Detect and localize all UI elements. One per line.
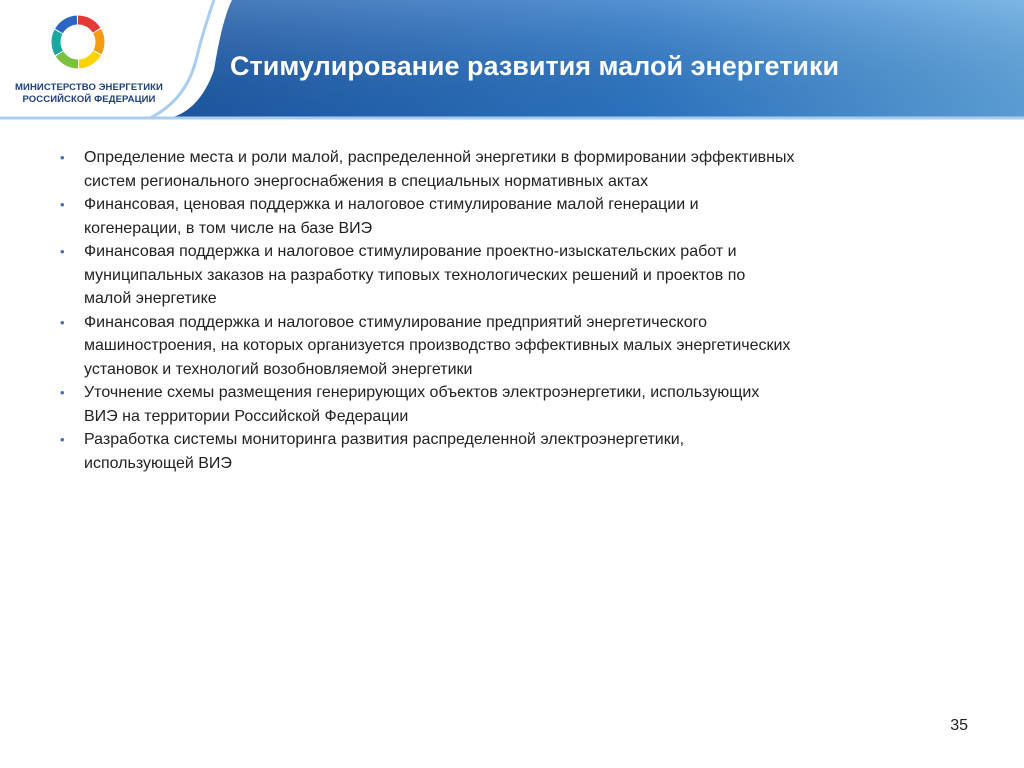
- bullet-text-line: Финансовая, ценовая поддержка и налоговое стимулирование малой генерации и: [84, 196, 699, 213]
- bullet-dot-icon: •: [60, 314, 65, 330]
- slide-header: [0, 0, 1024, 120]
- bullet-item: [60, 381, 980, 428]
- bullet-text-line: установок и технологий возобновляемой энергетики: [84, 360, 473, 378]
- ministry-name-line: РОССИЙСКОЙ ФЕДЕРАЦИИ: [22, 94, 156, 105]
- slide-title: Стимулирование развития малой энергетики: [230, 51, 840, 81]
- bullet-item: [60, 240, 980, 311]
- page-number: 35: [950, 717, 968, 734]
- bullet-text-line: Уточнение схемы размещения генерирующих объектов электроэнергетики, использующих: [84, 384, 760, 401]
- bullet-text-line: использующей ВИЭ: [84, 454, 232, 472]
- bullet-list: [60, 146, 980, 475]
- bullet-item: [60, 193, 980, 240]
- bullet-dot-icon: •: [60, 244, 65, 259]
- slide-content: [60, 146, 980, 475]
- bullet-dot-icon: •: [60, 150, 65, 165]
- ministry-name: [4, 82, 174, 106]
- ministry-logo: [0, 0, 200, 120]
- bullet-text-line: систем регионального энергоснабжения в специальных нормативных актах: [84, 172, 649, 190]
- bullet-dot-icon: •: [60, 432, 65, 447]
- ministry-emblem-icon: [48, 12, 108, 72]
- bullet-text-line: малой энергетике: [84, 290, 217, 307]
- bullet-item: [60, 428, 980, 475]
- bullet-item: [60, 311, 980, 382]
- bullet-text-line: Финансовая поддержка и налоговое стимулирование предприятий энергетического: [84, 313, 707, 331]
- bullet-text-line: муниципальных заказов на разработку типовых технологических решений и проектов по: [84, 266, 746, 284]
- bullet-text-line: Определение места и роли малой, распределенной энергетики в формировании эффективных: [84, 149, 795, 166]
- bullet-dot-icon: •: [60, 197, 65, 212]
- bullet-dot-icon: •: [60, 385, 65, 400]
- bullet-text-line: Финансовая поддержка и налоговое стимулирование проектно-изыскательских работ и: [84, 243, 737, 260]
- ministry-name-line: МИНИСТЕРСТВО ЭНЕРГЕТИКИ: [15, 82, 163, 93]
- bullet-text-line: машиностроения, на которых организуется производство эффективных малых энергетических: [84, 337, 791, 354]
- bullet-text-line: Разработка системы мониторинга развития распределенной электроэнергетики,: [84, 431, 685, 448]
- bullet-text-line: ВИЭ на территории Российской Федерации: [84, 407, 409, 425]
- bullet-item: [60, 146, 980, 193]
- bullet-text-line: когенерации, в том числе на базе ВИЭ: [84, 219, 373, 237]
